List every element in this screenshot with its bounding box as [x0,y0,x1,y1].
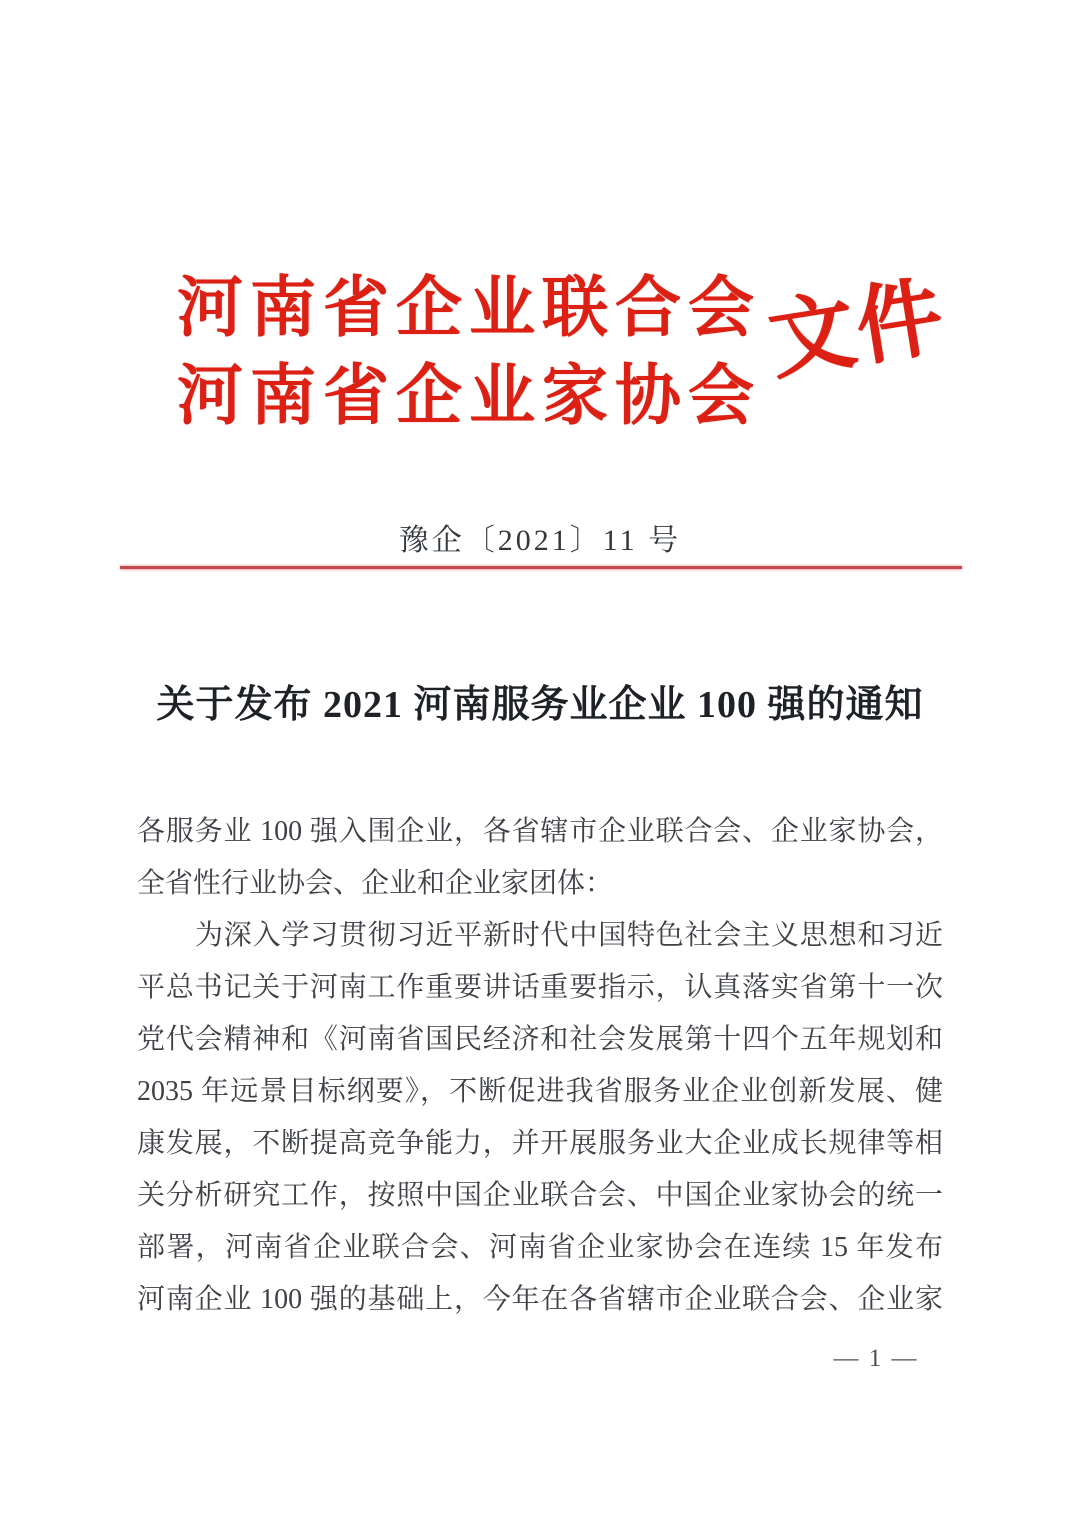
body-line: 各服务业 100 强入围企业，各省辖市企业联合会、企业家协会， [137,816,943,847]
issuer-name-block [177,265,797,441]
letterhead-document-word: 文件 [762,268,952,391]
document-reference-number: 豫企〔2021〕11 号 [398,524,682,557]
body-line: 党代会精神和《河南省国民经济和社会发展第十四个五年规划和 [137,1024,943,1055]
issuer-name-line-1: 河南省企业联合会 [177,272,761,345]
body-line: 关分析研究工作，按照中国企业联合会、中国企业家协会的统一 [137,1180,943,1211]
body-line: 康发展，不断提高竞争能力，并开展服务业大企业成长规律等相 [137,1128,943,1159]
body-line: 平总书记关于河南工作重要讲话重要指示，认真落实省第十一次 [137,972,943,1003]
body-line: 全省性行业协会、企业和企业家团体： [137,868,614,899]
issuer-name-line-2: 河南省企业家协会 [177,360,761,433]
document-title: 关于发布 2021 河南服务业企业 100 强的通知 [156,684,924,726]
body-line: 2035 年远景目标纲要》，不断促进我省服务业企业创新发展、健 [137,1076,943,1107]
page-number: — 1 — [833,1345,919,1372]
body-line: 河南企业 100 强的基础上，今年在各省辖市企业联合会、企业家 [137,1284,943,1315]
body-line: 部署，河南省企业联合会、河南省企业家协会在连续 15 年发布 [137,1232,943,1263]
document-body [137,806,943,1326]
red-divider-line [120,566,962,569]
body-line: 为深入学习贯彻习近平新时代中国特色社会主义思想和习近 [195,920,943,951]
